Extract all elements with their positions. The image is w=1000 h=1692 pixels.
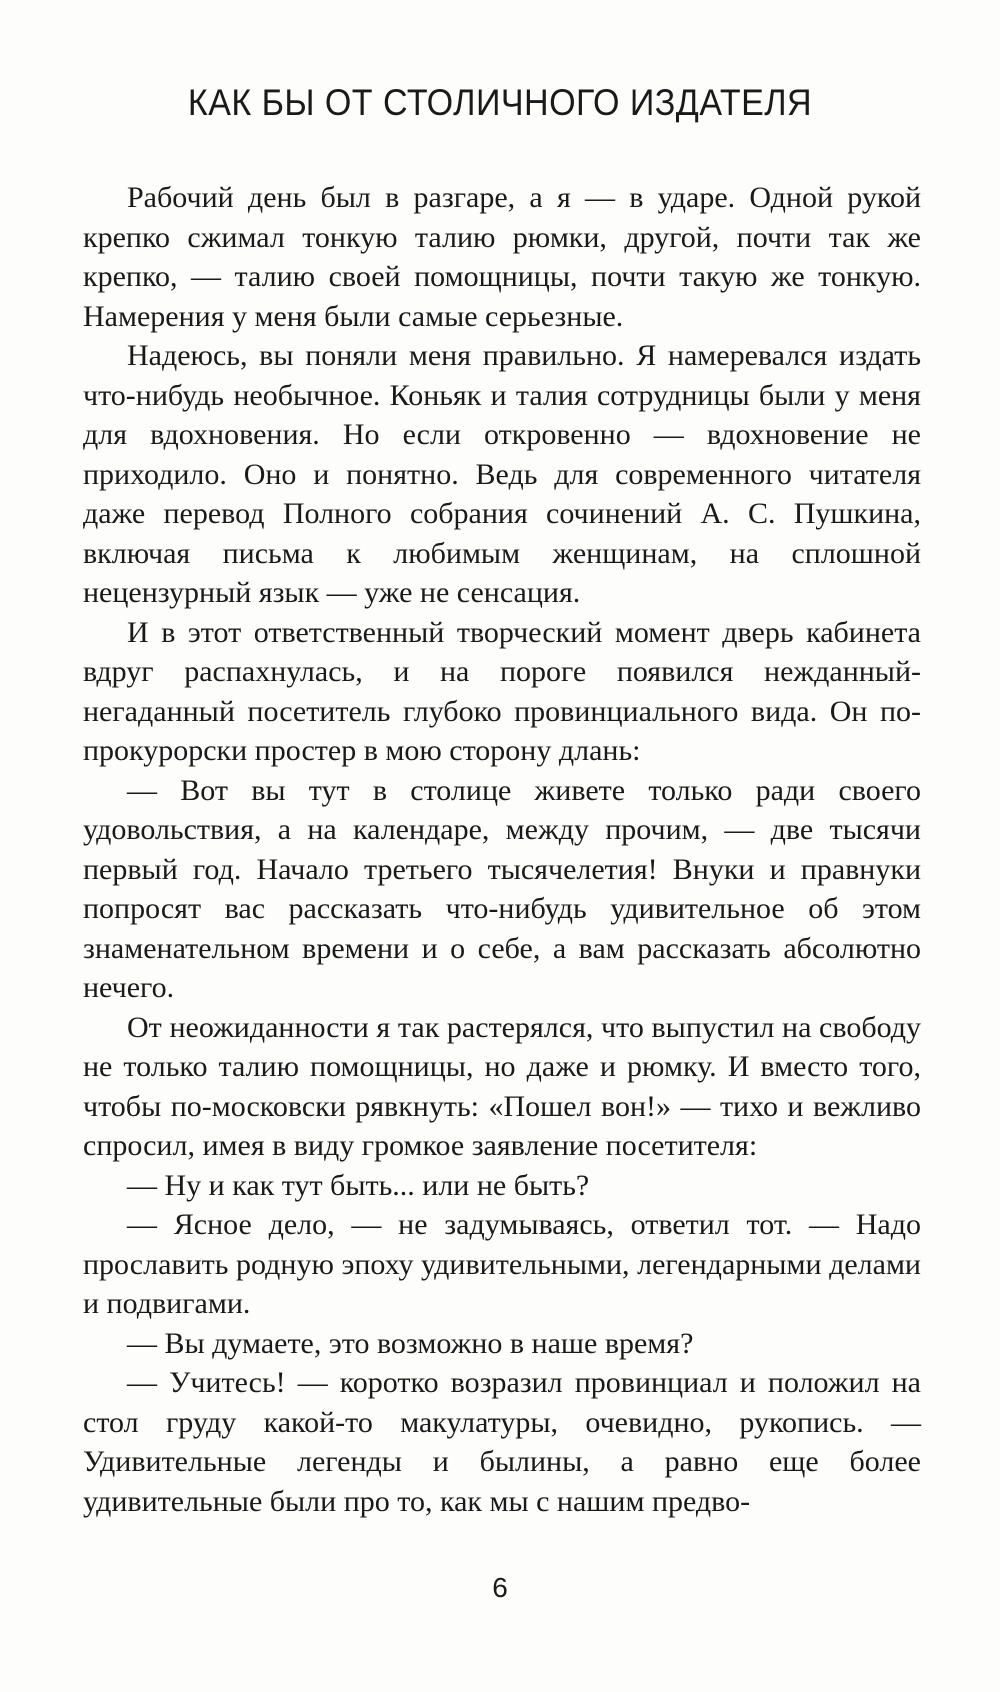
paragraph: — Учитесь! — коротко возразил провинциал и положил на стол груду какой-то макулатуры, очевидно, рукопись. — Удивительные легенды и былины, а равно еще более удивительные были про то, как мы с нашим предво- [83,1366,921,1518]
chapter-title: КАК БЫ ОТ СТОЛИЧНОГО ИЗДАТЕЛЯ [187,82,813,123]
paragraph: — Вы думаете, это возможно в наше время? [127,1326,694,1360]
paragraph: Рабочий день был в разгаре, а я — в ударе. Одной рукой крепко сжимал тонкую талию рюмки, другой, почти так же крепко, — талию своей помощницы, почти такую же тонкую. Намерения у меня были самые серьезные. [83,181,921,333]
paragraph: — Вот вы тут в столице живете только ради своего удовольствия, а на календаре, между прочим, — две тысячи первый год. Начало третьего тысячелетия! Внуки и правнуки попросят вас рассказать что-нибудь удивительное об этом знаменательном времени и о себе, а вам рассказать абсолютно нечего. [83,773,921,1004]
paragraph: И в этот ответственный творческий момент дверь кабинета вдруг распахнулась, и на пороге появился нежданный-негаданный посетитель глубоко провинциального вида. Он по-прокурорски простер в мою сторону длань: [83,615,921,767]
chapter-body [83,178,921,1521]
paragraph: — Ну и как тут быть... или не быть? [127,1168,590,1202]
page-number: 6 [492,1572,508,1603]
paragraph: Надеюсь, вы поняли меня правильно. Я намеревался издать что-нибудь необычное. Коньяк и талия сотрудницы были у меня для вдохновения. Но если откровенно — вдохновение не приходило. Оно и понятно. Ведь для современного читателя даже перевод Полного собрания сочинений А. С. Пушкина, включая письма к любимым женщинам, на сплошной нецензурный язык — уже не сенсация. [83,339,921,609]
paragraph: — Ясное дело, — не задумываясь, ответил тот. — Надо прославить родную эпоху удивительными, легендарными делами и подвигами. [83,1208,921,1320]
paragraph: От неожиданности я так растерялся, что выпустил на свободу не только талию помощницы, но даже и рюмку. И вместо того, чтобы по-московски рявкнуть: «Пошел вон!» — тихо и вежливо спросил, имея в виду громкое заявление посетителя: [83,1010,921,1162]
